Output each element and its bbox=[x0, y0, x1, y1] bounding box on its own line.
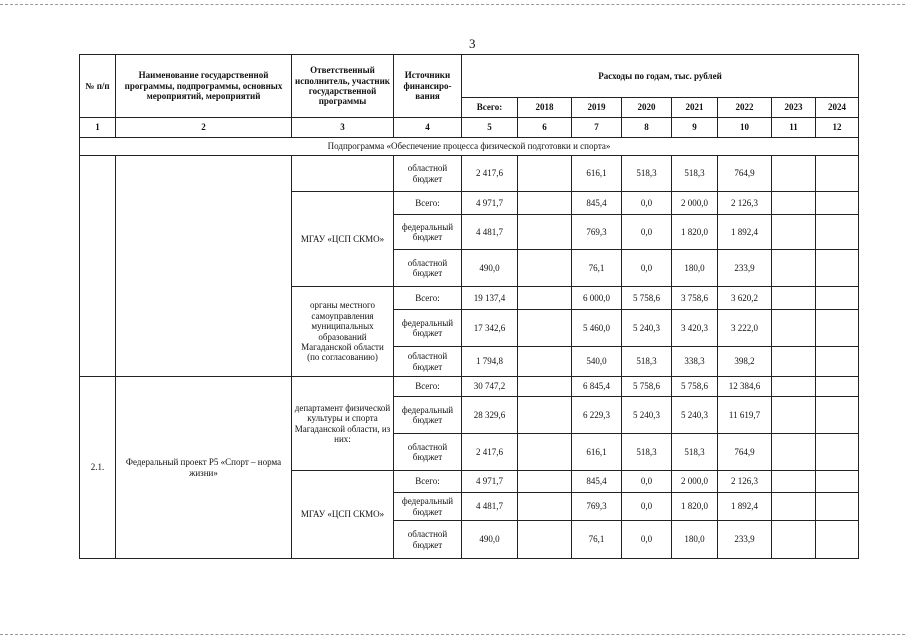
value-2023 bbox=[772, 192, 816, 215]
value-2020: 0,0 bbox=[622, 192, 672, 215]
scan-edge-bottom bbox=[0, 634, 905, 635]
row-num-cell: 2.1. bbox=[80, 377, 116, 559]
value-2023 bbox=[772, 215, 816, 250]
source-cell: Всего: bbox=[394, 287, 462, 310]
page-number: 3 bbox=[469, 36, 476, 51]
total-cell: 2 417,6 bbox=[462, 434, 518, 471]
value-2019: 845,4 bbox=[572, 471, 622, 493]
responsible-cell bbox=[292, 156, 394, 192]
value-2024 bbox=[816, 493, 859, 521]
value-2024 bbox=[816, 192, 859, 215]
value-2023 bbox=[772, 310, 816, 347]
column-number: 8 bbox=[622, 118, 672, 138]
value-2018 bbox=[518, 310, 572, 347]
header-year: 2021 bbox=[672, 98, 718, 118]
table-row bbox=[80, 156, 859, 192]
header-name: Наименование государственной программы, подпрограммы, основных мероприятий, мероприятий bbox=[116, 55, 292, 118]
header-expenses: Расходы по годам, тыс. рублей bbox=[462, 55, 859, 98]
header-total: Всего: bbox=[462, 98, 518, 118]
value-2019: 616,1 bbox=[572, 156, 622, 192]
value-2022: 3 620,2 bbox=[718, 287, 772, 310]
subprogram-title: Подпрограмма «Обеспечение процесса физической подготовки и спорта» bbox=[80, 138, 859, 156]
header-num: № п/п bbox=[80, 55, 116, 118]
value-2019: 6 229,3 bbox=[572, 397, 622, 434]
source-cell: областной бюджет bbox=[394, 521, 462, 559]
value-2020: 5 240,3 bbox=[622, 310, 672, 347]
value-2022: 12 384,6 bbox=[718, 377, 772, 397]
value-2020: 5 758,6 bbox=[622, 287, 672, 310]
value-2018 bbox=[518, 250, 572, 287]
value-2024 bbox=[816, 215, 859, 250]
value-2023 bbox=[772, 250, 816, 287]
value-2023 bbox=[772, 434, 816, 471]
value-2019: 5 460,0 bbox=[572, 310, 622, 347]
source-cell: Всего: bbox=[394, 471, 462, 493]
value-2022: 1 892,4 bbox=[718, 493, 772, 521]
source-cell: федеральный бюджет bbox=[394, 493, 462, 521]
value-2020: 518,3 bbox=[622, 434, 672, 471]
source-cell: федеральный бюджет bbox=[394, 215, 462, 250]
value-2024 bbox=[816, 287, 859, 310]
value-2021: 5 758,6 bbox=[672, 377, 718, 397]
value-2021: 3 758,6 bbox=[672, 287, 718, 310]
value-2022: 2 126,3 bbox=[718, 192, 772, 215]
total-cell: 4 971,7 bbox=[462, 192, 518, 215]
value-2021: 1 820,0 bbox=[672, 493, 718, 521]
responsible-cell: МГАУ «ЦСП СКМО» bbox=[292, 192, 394, 287]
header-year: 2023 bbox=[772, 98, 816, 118]
value-2018 bbox=[518, 377, 572, 397]
value-2021: 180,0 bbox=[672, 250, 718, 287]
total-cell: 4 481,7 bbox=[462, 215, 518, 250]
value-2023 bbox=[772, 471, 816, 493]
value-2020: 5 240,3 bbox=[622, 397, 672, 434]
value-2021: 180,0 bbox=[672, 521, 718, 559]
value-2018 bbox=[518, 521, 572, 559]
value-2024 bbox=[816, 397, 859, 434]
value-2023 bbox=[772, 377, 816, 397]
responsible-cell: МГАУ «ЦСП СКМО» bbox=[292, 471, 394, 559]
header-year: 2020 bbox=[622, 98, 672, 118]
total-cell: 17 342,6 bbox=[462, 310, 518, 347]
value-2021: 5 240,3 bbox=[672, 397, 718, 434]
column-number: 5 bbox=[462, 118, 518, 138]
value-2020: 0,0 bbox=[622, 215, 672, 250]
value-2020: 518,3 bbox=[622, 347, 672, 377]
value-2022: 2 126,3 bbox=[718, 471, 772, 493]
column-number: 9 bbox=[672, 118, 718, 138]
source-cell: Всего: bbox=[394, 192, 462, 215]
column-number: 12 bbox=[816, 118, 859, 138]
value-2020: 0,0 bbox=[622, 521, 672, 559]
value-2021: 1 820,0 bbox=[672, 215, 718, 250]
value-2024 bbox=[816, 347, 859, 377]
total-cell: 28 329,6 bbox=[462, 397, 518, 434]
value-2018 bbox=[518, 434, 572, 471]
header-source: Источники финансиро-вания bbox=[394, 55, 462, 118]
value-2022: 764,9 bbox=[718, 156, 772, 192]
column-number: 1 bbox=[80, 118, 116, 138]
value-2019: 6 845,4 bbox=[572, 377, 622, 397]
source-cell: Всего: bbox=[394, 377, 462, 397]
value-2018 bbox=[518, 192, 572, 215]
value-2022: 3 222,0 bbox=[718, 310, 772, 347]
column-number: 11 bbox=[772, 118, 816, 138]
value-2020: 0,0 bbox=[622, 471, 672, 493]
header-year: 2022 bbox=[718, 98, 772, 118]
value-2018 bbox=[518, 471, 572, 493]
value-2022: 398,2 bbox=[718, 347, 772, 377]
value-2024 bbox=[816, 434, 859, 471]
value-2024 bbox=[816, 310, 859, 347]
header-responsible: Ответственный исполнитель, участник государственной программы bbox=[292, 55, 394, 118]
scan-edge-top bbox=[0, 4, 905, 5]
value-2022: 764,9 bbox=[718, 434, 772, 471]
value-2023 bbox=[772, 397, 816, 434]
responsible-cell: органы местного самоуправления муниципальных образований Магаданской области (по согласованию) bbox=[292, 287, 394, 377]
source-cell: областной бюджет bbox=[394, 347, 462, 377]
header-year: 2019 bbox=[572, 98, 622, 118]
value-2018 bbox=[518, 493, 572, 521]
value-2022: 11 619,7 bbox=[718, 397, 772, 434]
source-cell: областной бюджет bbox=[394, 156, 462, 192]
header-year: 2018 bbox=[518, 98, 572, 118]
column-number: 6 bbox=[518, 118, 572, 138]
total-cell: 4 481,7 bbox=[462, 493, 518, 521]
value-2023 bbox=[772, 287, 816, 310]
budget-table bbox=[79, 54, 859, 559]
row-num-cell bbox=[80, 156, 116, 377]
value-2019: 616,1 bbox=[572, 434, 622, 471]
column-number: 7 bbox=[572, 118, 622, 138]
total-cell: 2 417,6 bbox=[462, 156, 518, 192]
value-2018 bbox=[518, 215, 572, 250]
value-2023 bbox=[772, 156, 816, 192]
value-2021: 2 000,0 bbox=[672, 471, 718, 493]
value-2022: 233,9 bbox=[718, 521, 772, 559]
total-cell: 19 137,4 bbox=[462, 287, 518, 310]
value-2024 bbox=[816, 250, 859, 287]
total-cell: 30 747,2 bbox=[462, 377, 518, 397]
source-cell: областной бюджет bbox=[394, 250, 462, 287]
value-2022: 1 892,4 bbox=[718, 215, 772, 250]
column-number: 3 bbox=[292, 118, 394, 138]
column-number: 2 bbox=[116, 118, 292, 138]
value-2020: 0,0 bbox=[622, 493, 672, 521]
value-2021: 518,3 bbox=[672, 156, 718, 192]
value-2024 bbox=[816, 377, 859, 397]
value-2018 bbox=[518, 287, 572, 310]
value-2020: 0,0 bbox=[622, 250, 672, 287]
column-number: 10 bbox=[718, 118, 772, 138]
responsible-cell: департамент физической культуры и спорта Магаданской области, из них: bbox=[292, 377, 394, 471]
value-2021: 518,3 bbox=[672, 434, 718, 471]
total-cell: 490,0 bbox=[462, 250, 518, 287]
total-cell: 4 971,7 bbox=[462, 471, 518, 493]
value-2019: 76,1 bbox=[572, 521, 622, 559]
column-number: 4 bbox=[394, 118, 462, 138]
value-2019: 6 000,0 bbox=[572, 287, 622, 310]
source-cell: областной бюджет bbox=[394, 434, 462, 471]
total-cell: 1 794,8 bbox=[462, 347, 518, 377]
value-2020: 518,3 bbox=[622, 156, 672, 192]
value-2019: 76,1 bbox=[572, 250, 622, 287]
value-2019: 769,3 bbox=[572, 215, 622, 250]
value-2021: 3 420,3 bbox=[672, 310, 718, 347]
value-2019: 845,4 bbox=[572, 192, 622, 215]
value-2024 bbox=[816, 471, 859, 493]
value-2020: 5 758,6 bbox=[622, 377, 672, 397]
value-2018 bbox=[518, 156, 572, 192]
value-2023 bbox=[772, 493, 816, 521]
value-2019: 540,0 bbox=[572, 347, 622, 377]
row-name-cell bbox=[116, 156, 292, 377]
value-2018 bbox=[518, 397, 572, 434]
row-name-cell: Федеральный проект Р5 «Спорт – норма жизни» bbox=[116, 377, 292, 559]
value-2019: 769,3 bbox=[572, 493, 622, 521]
value-2021: 2 000,0 bbox=[672, 192, 718, 215]
value-2018 bbox=[518, 347, 572, 377]
value-2024 bbox=[816, 156, 859, 192]
total-cell: 490,0 bbox=[462, 521, 518, 559]
table-row bbox=[80, 377, 859, 397]
value-2023 bbox=[772, 521, 816, 559]
source-cell: федеральный бюджет bbox=[394, 310, 462, 347]
value-2021: 338,3 bbox=[672, 347, 718, 377]
value-2024 bbox=[816, 521, 859, 559]
value-2023 bbox=[772, 347, 816, 377]
header-year: 2024 bbox=[816, 98, 859, 118]
value-2022: 233,9 bbox=[718, 250, 772, 287]
source-cell: федеральный бюджет bbox=[394, 397, 462, 434]
